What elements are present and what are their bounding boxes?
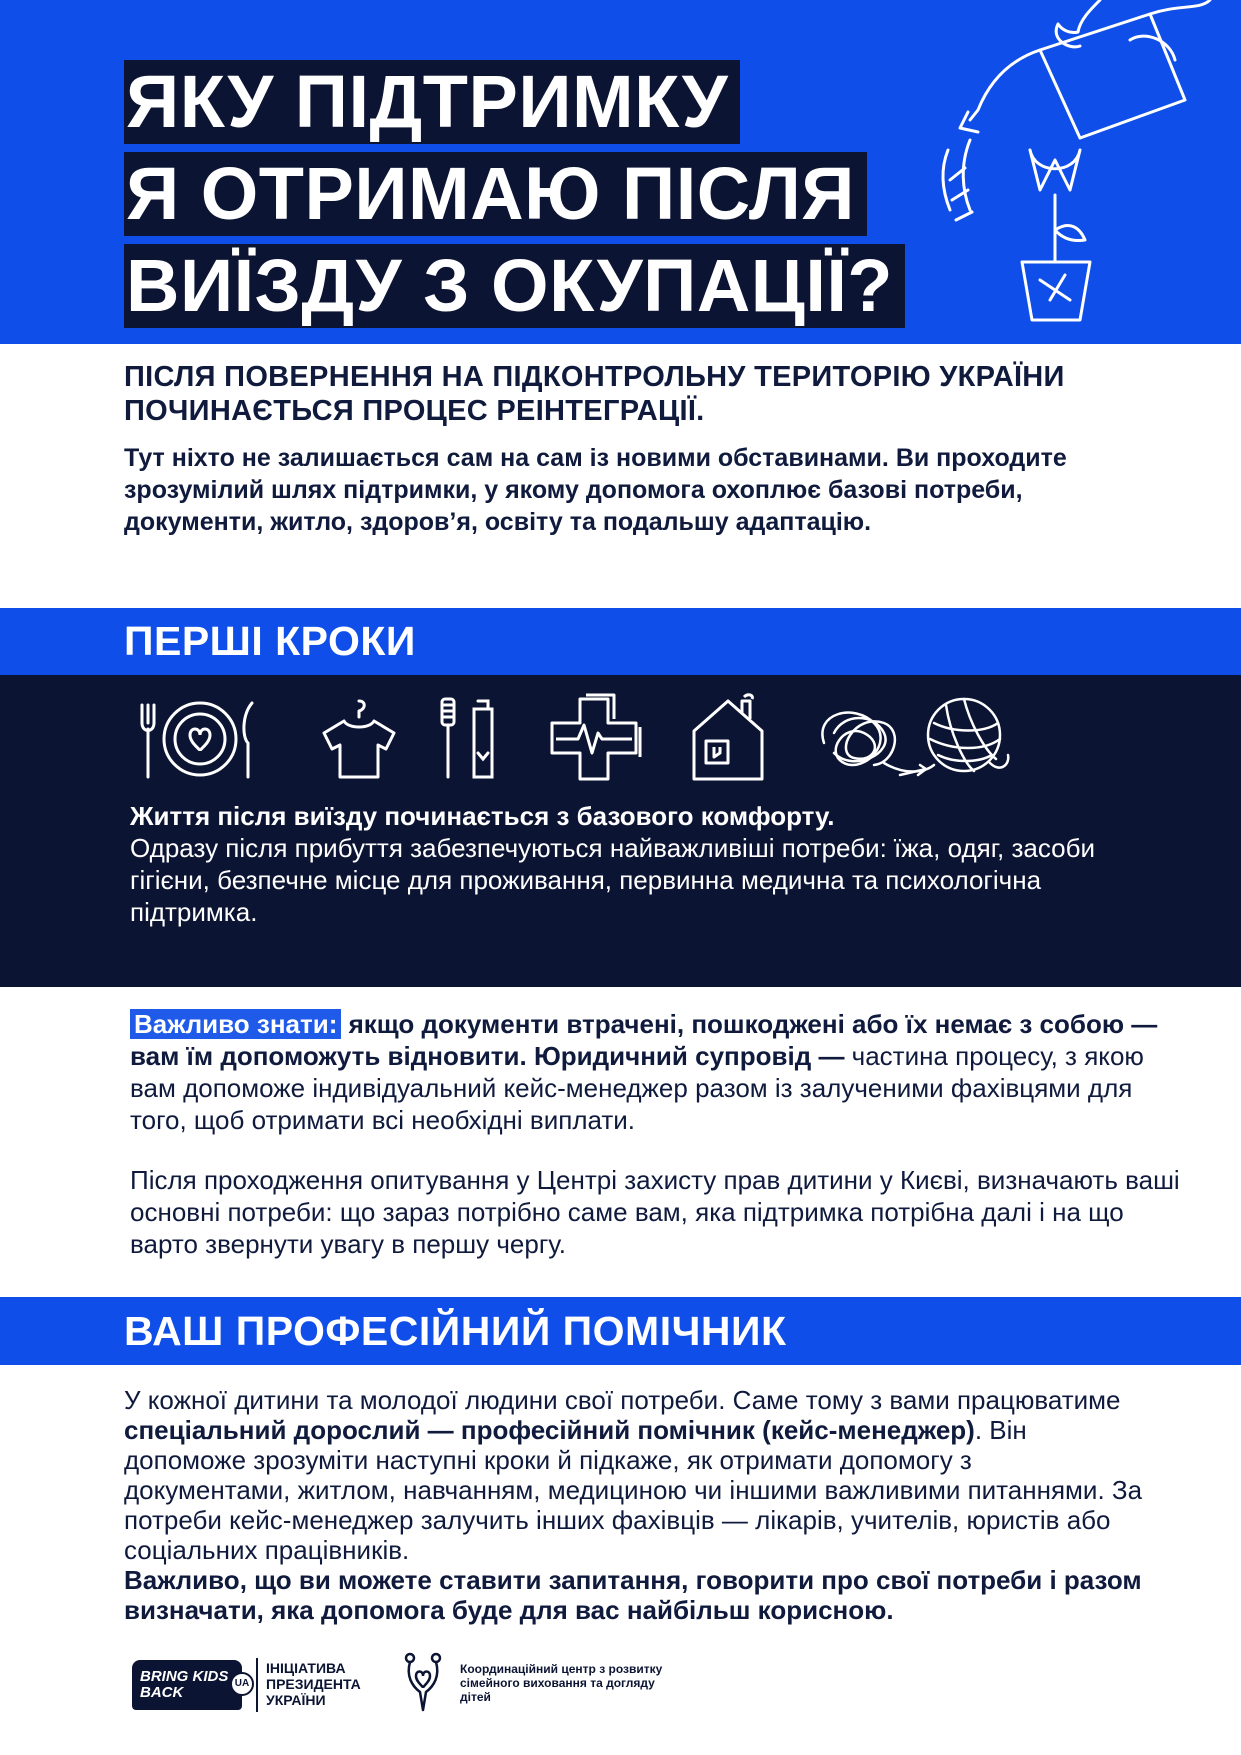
intro-heading: ПІСЛЯ ПОВЕРНЕННЯ НА ПІДКОНТРОЛЬНУ ТЕРИТОРІЮ УКРАЇНИ ПОЧИНАЄТЬСЯ ПРОЦЕС РЕІНТЕГРАЦІЇ. [124,361,1065,427]
first-steps-text [130,800,1130,928]
important-label: Важливо знати: [130,1009,341,1039]
helper-text-2: . Він допоможе зрозуміти наступні кроки й підкаже, як отримати допомогу з документами, житлом, навчанням, медициною чи іншими важливими питаннями. За потреби кейс-менеджер залучить інших фахівців — лікарів, учителів, юристів або соціальних працівників. [124,1415,1143,1565]
needs-icons-row [124,693,1024,793]
president-initiative-text: ІНІЦІАТИВА ПРЕЗИДЕНТА УКРАЇНИ [266,1660,361,1708]
title-line-3: ВИЇЗДУ З ОКУПАЦІЇ? [124,244,905,328]
title-line-2: Я ОТРИМАЮ ПІСЛЯ [124,152,867,236]
plate-cutlery-icon [134,693,264,783]
bkb-logo-text: BRING KIDS BACK [132,1660,242,1710]
helper-text-1: У кожної дитини та молодої людини свої потреби. Саме тому з вами працюватиме [124,1385,1121,1415]
watering-can-flower-icon [930,0,1241,344]
intro-section [124,360,1134,538]
first-steps-band [0,608,1241,675]
hands-heart-logo-icon [402,1652,444,1714]
important-note [130,1008,1190,1136]
first-steps-lead: Життя після виїзду починається з базового комфорту. [130,801,835,831]
helper-bold-1: спеціальний дорослий — професійний помічник (кейс-менеджер) [124,1415,975,1445]
page-title [124,60,905,336]
hero-banner [0,0,1241,344]
first-steps-body: Одразу після прибуття забезпечуються найважливіші потреби: їжа, одяг, засоби гігієни, безпечне місце для проживання, первинна медична та психологічна підтримка. [130,833,1096,927]
helper-title: ВАШ ПРОФЕСІЙНИЙ ПОМІЧНИК [124,1308,787,1354]
tshirt-hanger-icon [314,693,404,783]
coordination-center-text: Координаційний центр з розвитку сімейного виховання та догляду дітей [460,1662,663,1704]
title-line-1: ЯКУ ПІДТРИМКУ [124,60,740,144]
toothbrush-toothpaste-icon [434,693,504,783]
footer-logos [124,1640,824,1720]
footer-divider [256,1658,258,1712]
tangled-yarn-icon [814,693,1014,783]
intro-text: Тут ніхто не залишається сам на сам із новими обставинами. Ви проходите зрозумілий шлях підтримки, у якому допомога охоплює базові потреби, документи, житло, здоров’я, освіту та подальшу адаптацію. [124,444,1067,536]
bring-kids-back-logo [132,1660,250,1710]
ua-badge: UA [230,1672,254,1696]
helper-text [124,1385,1144,1625]
helper-bold-2: Важливо, що ви можете ставити запитання, говорити про свої потреби і разом визначати, яка допомога буде для вас найбільш корисною. [124,1565,1142,1625]
important-text: частина процесу, з якою вам допоможе індивідуальний кейс-менеджер разом із залученими фахівцями для того, щоб отримати всі необхідні виплати. [130,1041,1144,1135]
important-bold-text: якщо документи втрачені, пошкоджені або їх немає з собою — вам їм допоможуть відновити. Юридичний супровід — [130,1009,1158,1071]
survey-paragraph: Після проходження опитування у Центрі захисту прав дитини у Києві, визначають ваші основні потреби: що зараз потрібно саме вам, яка підтримка потрібна далі і на що варто звернути увагу в першу чергу. [130,1165,1180,1259]
first-steps-title: ПЕРШІ КРОКИ [124,618,416,664]
helper-band [0,1297,1241,1365]
house-icon [684,693,774,783]
medical-cross-icon [544,693,644,783]
